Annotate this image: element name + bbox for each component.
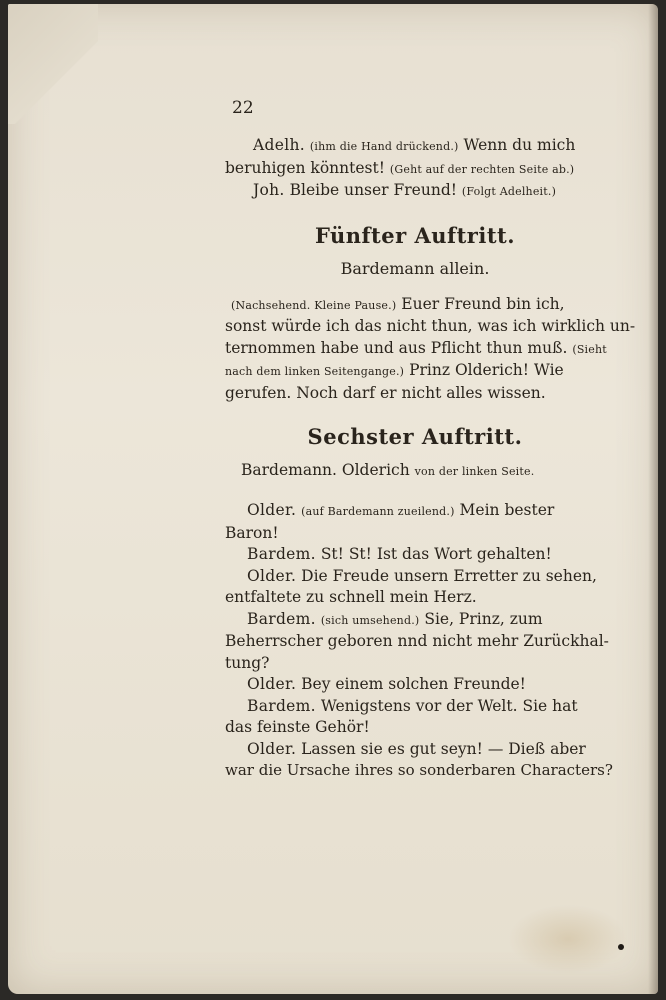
dialogue-text: Sie, Prinz, zum	[424, 609, 543, 628]
text-line: Beherrscher geboren nnd nicht mehr Zurückhal-	[225, 632, 609, 650]
stage-direction: (Geht auf der rechten Seite ab.)	[389, 162, 575, 176]
scene-cast: Bardemann allein.	[340, 259, 490, 278]
spacer	[225, 492, 605, 500]
scene-heading: Fünfter Auftritt.	[314, 222, 516, 248]
dialogue-text: Die Freude unsern Erretter zu sehen,	[301, 566, 597, 585]
text-line: sonst würde ich das nicht thun, was ich wirklich un-	[225, 317, 636, 335]
text-line	[225, 338, 605, 361]
dialogue-text: Euer Freund bin ich,	[401, 294, 565, 313]
dialogue-text: Lassen sie es gut seyn! — Dieß aber	[301, 739, 586, 758]
ink-dot	[618, 944, 624, 950]
dialogue-text: ternommen habe und aus Pflicht thun muß.	[225, 338, 568, 357]
stage-direction: (Nachsehend. Kleine Pause.)	[231, 298, 397, 312]
stage-direction: von der linken Seite.	[414, 464, 535, 478]
dialogue-text: Bey einem solchen Freunde!	[301, 675, 526, 693]
stage-direction: (auf Bardemann zueilend.)	[301, 505, 455, 518]
text-line	[225, 158, 605, 181]
text-line	[225, 674, 605, 696]
text-line: tung?	[225, 653, 270, 672]
dialogue-text: beruhigen könntest!	[225, 158, 385, 177]
text-line: Baron!	[225, 523, 279, 542]
speaker-name: Older.	[247, 739, 297, 758]
speaker-name: Older.	[247, 566, 297, 585]
text-line	[225, 696, 605, 718]
speaker-name: Joh.	[253, 181, 285, 199]
stage-direction: (Sieht	[572, 342, 607, 356]
stage-direction: (sich umsehend.)	[320, 613, 420, 627]
stage-direction: (Folgt Adelheit.)	[461, 185, 557, 198]
dialogue-text: Prinz Olderich! Wie	[409, 361, 564, 379]
page-text	[225, 135, 636, 782]
speaker-name: Adelh.	[253, 136, 305, 154]
stage-direction: nach dem linken Seitengange.)	[225, 365, 405, 378]
text-line	[225, 609, 605, 632]
text-line: das feinste Gehör!	[225, 718, 370, 736]
speaker-name: Bardem.	[247, 696, 316, 715]
scene-cast	[225, 460, 605, 483]
cast-names: Bardemann. Olderich	[241, 460, 410, 479]
dialogue-text: Wenn du mich	[463, 136, 576, 154]
text-line	[225, 294, 605, 317]
text-line	[225, 360, 605, 383]
text-line: war die Ursache ihres so sonderbaren Characters?	[225, 761, 613, 779]
text-line	[225, 135, 605, 158]
scene-heading: Sechster Auftritt.	[307, 424, 523, 449]
dialogue-text: Bleibe unser Freund!	[289, 181, 457, 199]
text-line	[225, 544, 605, 566]
text-line: entfaltete zu schnell mein Herz.	[225, 588, 477, 606]
speaker-name: Older.	[247, 501, 297, 519]
speaker-name: Older.	[247, 675, 297, 693]
paper-stain	[508, 904, 628, 974]
speaker-name: Bardem.	[247, 609, 316, 628]
dialogue-text: St! St! Ist das Wort gehalten!	[320, 545, 552, 563]
text-line: gerufen. Noch darf er nicht alles wissen.	[225, 383, 546, 402]
dialogue-text: Wenigstens vor der Welt. Sie hat	[320, 696, 578, 715]
stage-direction: (ihm die Hand drückend.)	[309, 140, 459, 153]
folded-corner	[8, 4, 98, 124]
text-line	[225, 180, 605, 203]
text-line	[225, 566, 605, 588]
page-number: 22	[232, 98, 254, 118]
speaker-name: Bardem.	[247, 545, 316, 563]
text-line	[225, 739, 605, 761]
text-line	[225, 500, 605, 523]
dialogue-text: Mein bester	[459, 501, 555, 519]
page-spine-shadow	[648, 4, 658, 994]
